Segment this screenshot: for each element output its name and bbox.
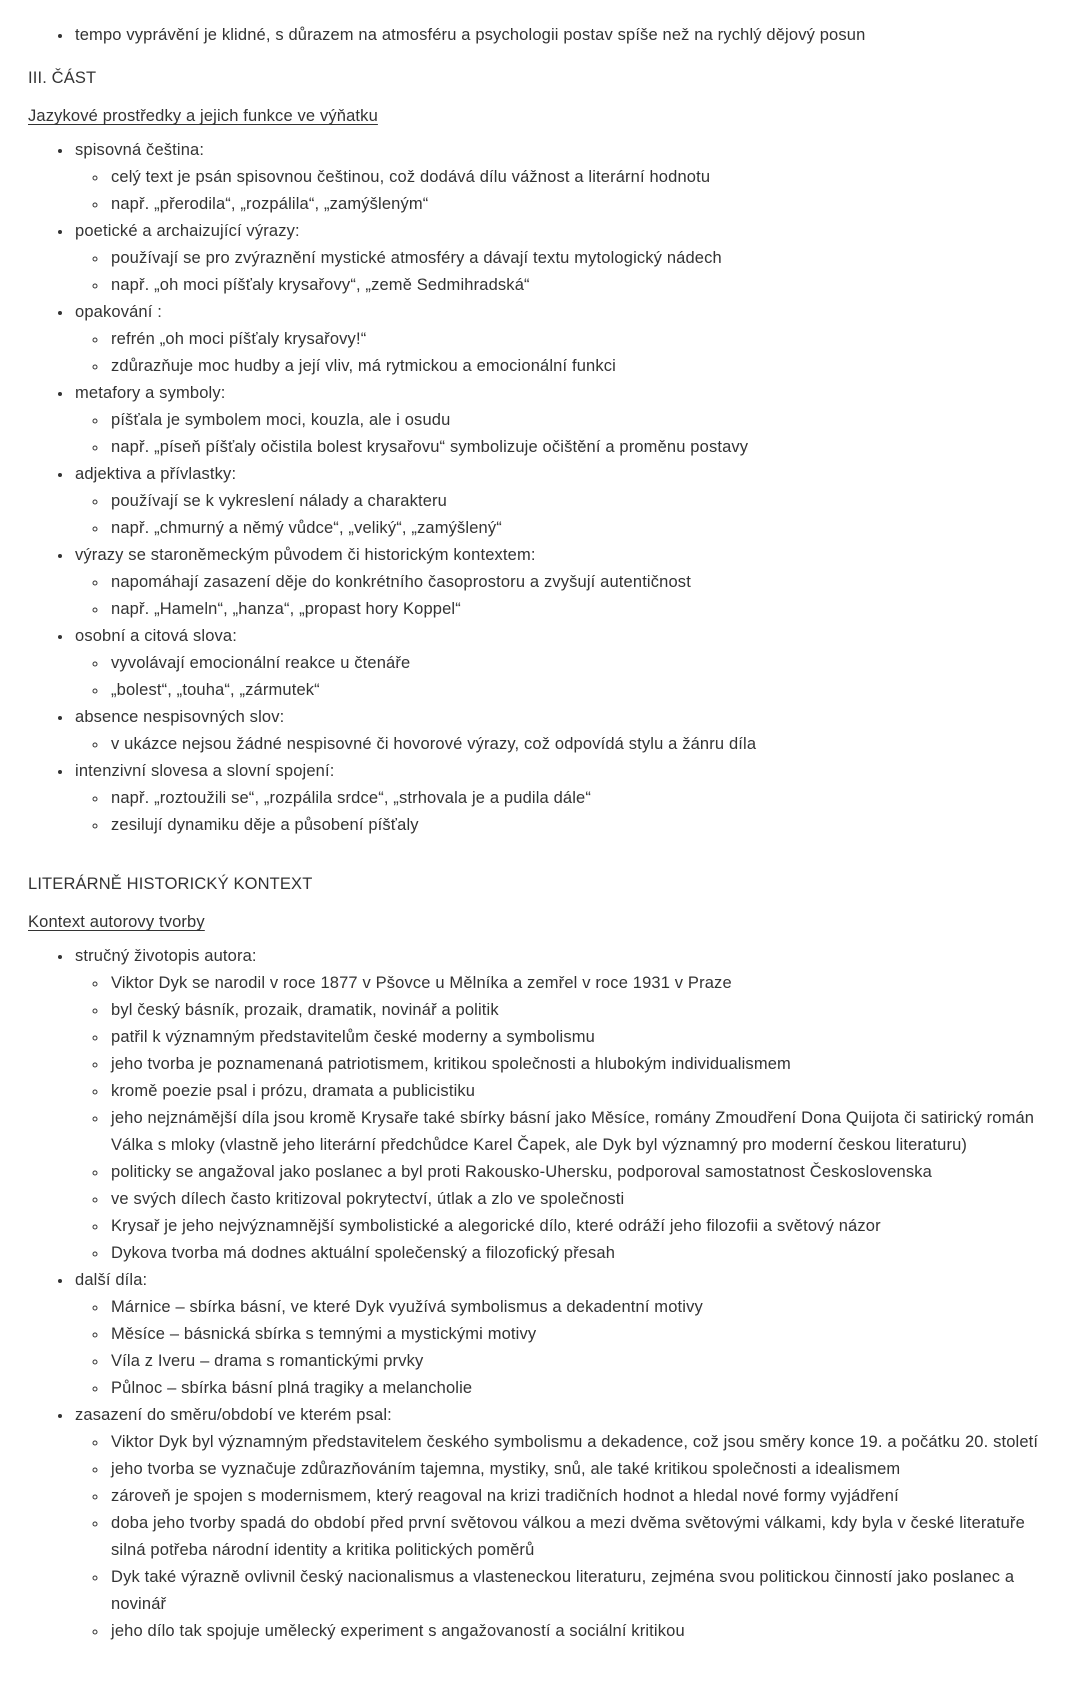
list-item-text: intenzivní slovesa a slovní spojení:	[75, 762, 335, 780]
sub-list-item	[108, 1024, 1054, 1051]
sub-list-item-text: např. „přerodila“, „rozpálila“, „zamýšleným“	[111, 195, 429, 213]
list-item-text: osobní a citová slova:	[75, 627, 237, 645]
sub-list-item-text: Víla z Iveru – drama s romantickými prvky	[111, 1352, 424, 1370]
sub-list-item	[108, 191, 1054, 218]
sub-list-item	[108, 1078, 1054, 1105]
sub-bullet-list	[75, 1429, 1054, 1645]
sub-list-item-text: ve svých dílech často kritizoval pokrytectví, útlak a zlo ve společnosti	[111, 1190, 625, 1208]
sub-list-item-text: v ukázce nejsou žádné nespisovné či hovorové výrazy, což odpovídá stylu a žánru díla	[111, 735, 757, 753]
sub-list-item-text: např. „Hameln“, „hanza“, „propast hory Koppel“	[111, 600, 461, 618]
sub-list-item	[108, 407, 1054, 434]
sub-list-item	[108, 1456, 1054, 1483]
section-subheading: Kontext autorovy tvorby	[28, 913, 205, 931]
sub-list-item-text: např. „roztoužili se“, „rozpálila srdce“, „strhovala je a pudila dále“	[111, 789, 592, 807]
sub-list-item-text: Krysař je jeho nejvýznamnější symbolistické a alegorické dílo, které odráží jeho filozofii a světový názor	[111, 1217, 881, 1235]
sub-bullet-list	[75, 326, 1054, 380]
bullet-list	[28, 137, 1054, 839]
sub-list-item-text: Měsíce – básnická sbírka s temnými a mystickými motivy	[111, 1325, 537, 1343]
sub-list-item	[108, 785, 1054, 812]
sub-bullet-list	[75, 407, 1054, 461]
sub-list-item-text: patřil k významným představitelům české moderny a symbolismu	[111, 1028, 595, 1046]
sub-list-item	[108, 1051, 1054, 1078]
sub-list-item-text: Viktor Dyk se narodil v roce 1877 v Pšovce u Mělníka a zemřel v roce 1931 v Praze	[111, 974, 732, 992]
sub-list-item-text: refrén „oh moci píšťaly krysařovy!“	[111, 330, 367, 348]
sub-list-item	[108, 353, 1054, 380]
sub-bullet-list	[75, 650, 1054, 704]
sub-list-item	[108, 731, 1054, 758]
list-item	[73, 758, 1054, 839]
sub-list-item	[108, 245, 1054, 272]
list-item-text: zasazení do směru/období ve kterém psal:	[75, 1406, 392, 1424]
list-item-text: další díla:	[75, 1271, 148, 1289]
list-item	[73, 218, 1054, 299]
list-item-text: stručný životopis autora:	[75, 947, 257, 965]
sub-list-item-text: Márnice – sbírka básní, ve které Dyk využívá symbolismus a dekadentní motivy	[111, 1298, 703, 1316]
sub-list-item-text: používají se k vykreslení nálady a charakteru	[111, 492, 448, 510]
sub-list-item-text: používají se pro zvýraznění mystické atmosféry a dávají textu mytologický nádech	[111, 249, 722, 267]
sub-list-item-text: jeho tvorba se vyznačuje zdůrazňováním tajemna, mystiky, snů, ale také kritikou společnosti a idealismem	[111, 1460, 901, 1478]
sub-bullet-list	[75, 488, 1054, 542]
sub-bullet-list	[75, 569, 1054, 623]
sub-list-item-text: jeho dílo tak spojuje umělecký experiment s angažovaností a sociální kritikou	[111, 1622, 685, 1640]
sub-list-item	[108, 650, 1054, 677]
sub-bullet-list	[75, 164, 1054, 218]
sub-list-item	[108, 1159, 1054, 1186]
sub-list-item-text: Viktor Dyk byl významným představitelem českého symbolismu a dekadence, což jsou směry konce 19. a počátku 20. století	[111, 1433, 1039, 1451]
sub-list-item-text: např. „oh moci píšťaly krysařovy“, „země Sedmihradská“	[111, 276, 530, 294]
section-heading: III. ČÁST	[28, 69, 97, 87]
sub-list-item-text: jeho tvorba je poznamenaná patriotismem, kritikou společnosti a hlubokým individualismem	[111, 1055, 791, 1073]
sub-list-item	[108, 1618, 1054, 1645]
sub-bullet-list	[75, 1294, 1054, 1402]
list-item	[73, 137, 1054, 218]
sub-list-item	[108, 812, 1054, 839]
sub-list-item	[108, 1294, 1054, 1321]
sub-list-item-text: celý text je psán spisovnou češtinou, což dodává dílu vážnost a literární hodnotu	[111, 168, 711, 186]
bullet-list	[28, 22, 1054, 49]
list-item	[73, 943, 1054, 1267]
list-item-text: výrazy se staroněmeckým původem či historickým kontextem:	[75, 546, 536, 564]
sub-list-item	[108, 1564, 1054, 1618]
sub-list-item-text: např. „píseň píšťaly očistila bolest krysařovu“ symbolizuje očištění a proměnu postavy	[111, 438, 749, 456]
list-item	[73, 22, 1054, 49]
sub-list-item-text: zesilují dynamiku děje a působení píšťaly	[111, 816, 419, 834]
sub-list-item	[108, 1510, 1054, 1564]
sub-list-item-text: jeho nejznámější díla jsou kromě Krysaře také sbírky básní jako Měsíce, romány Zmoudření Dona Quijota či satirický román Válka s mloky (vlastně jeho literární předchůdce Karel Čapek, ale Dyk byl významný pro moderní českou literaturu)	[111, 1109, 1035, 1154]
list-item-text: adjektiva a přívlastky:	[75, 465, 237, 483]
sub-list-item	[108, 1321, 1054, 1348]
sub-list-item-text: zdůrazňuje moc hudby a její vliv, má rytmickou a emocionální funkci	[111, 357, 616, 375]
sub-list-item	[108, 434, 1054, 461]
sub-list-item-text: napomáhají zasazení děje do konkrétního časoprostoru a zvyšují autentičnost	[111, 573, 691, 591]
sub-bullet-list	[75, 731, 1054, 758]
sub-list-item-text: zároveň je spojen s modernismem, který reagoval na krizi tradičních hodnot a hledal nové formy vyjádření	[111, 1487, 899, 1505]
list-item	[73, 380, 1054, 461]
sub-list-item-text: doba jeho tvorby spadá do období před první světovou válkou a mezi dvěma světovými válkami, kdy byla v české literatuře silná potřeba národní identity a kritika politických poměrů	[111, 1514, 1025, 1559]
bullet-list	[28, 943, 1054, 1645]
list-item	[73, 1267, 1054, 1402]
sub-list-item	[108, 488, 1054, 515]
sub-list-item	[108, 596, 1054, 623]
sub-list-item-text: např. „chmurný a němý vůdce“, „veliký“, „zamýšlený“	[111, 519, 502, 537]
sub-list-item	[108, 1483, 1054, 1510]
sub-list-item-text: politicky se angažoval jako poslanec a byl proti Rakousko-Uhersku, podporoval samostatnost Československa	[111, 1163, 933, 1181]
sub-bullet-list	[75, 970, 1054, 1267]
list-item	[73, 704, 1054, 758]
sub-list-item-text: píšťala je symbolem moci, kouzla, ale i osudu	[111, 411, 451, 429]
list-item	[73, 1402, 1054, 1645]
list-item-text: opakování :	[75, 303, 162, 321]
list-item-text: tempo vyprávění je klidné, s důrazem na atmosféru a psychologii postav spíše než na rychlý dějový posun	[75, 26, 866, 44]
sub-list-item	[108, 1105, 1054, 1159]
list-item-text: absence nespisovných slov:	[75, 708, 285, 726]
list-item	[73, 299, 1054, 380]
list-item-text: metafory a symboly:	[75, 384, 226, 402]
sub-list-item-text: byl český básník, prozaik, dramatik, novinář a politik	[111, 1001, 499, 1019]
sub-list-item	[108, 569, 1054, 596]
sub-list-item	[108, 164, 1054, 191]
sub-list-item	[108, 997, 1054, 1024]
list-item	[73, 623, 1054, 704]
sub-bullet-list	[75, 245, 1054, 299]
section-heading: LITERÁRNĚ HISTORICKÝ KONTEXT	[28, 875, 313, 893]
sub-list-item	[108, 970, 1054, 997]
sub-list-item	[108, 1186, 1054, 1213]
sub-list-item-text: Dykova tvorba má dodnes aktuální společenský a filozofický přesah	[111, 1244, 616, 1262]
sub-list-item	[108, 515, 1054, 542]
sub-list-item	[108, 677, 1054, 704]
sub-bullet-list	[75, 785, 1054, 839]
sub-list-item-text: „bolest“, „touha“, „zármutek“	[111, 681, 320, 699]
sub-list-item	[108, 1375, 1054, 1402]
list-item-text: spisovná čeština:	[75, 141, 205, 159]
section-subheading: Jazykové prostředky a jejich funkce ve výňatku	[28, 107, 378, 125]
list-item-text: poetické a archaizující výrazy:	[75, 222, 300, 240]
sub-list-item	[108, 1429, 1054, 1456]
sub-list-item-text: kromě poezie psal i prózu, dramata a publicistiku	[111, 1082, 476, 1100]
sub-list-item-text: Půlnoc – sbírka básní plná tragiky a melancholie	[111, 1379, 473, 1397]
sub-list-item	[108, 1348, 1054, 1375]
list-item	[73, 542, 1054, 623]
list-item	[73, 461, 1054, 542]
sub-list-item	[108, 1213, 1054, 1240]
sub-list-item	[108, 326, 1054, 353]
sub-list-item-text: vyvolávají emocionální reakce u čtenáře	[111, 654, 411, 672]
sub-list-item	[108, 1240, 1054, 1267]
sub-list-item-text: Dyk také výrazně ovlivnil český nacionalismus a vlasteneckou literaturu, zejména svou politickou činností jako poslanec a novinář	[111, 1568, 1015, 1613]
sub-list-item	[108, 272, 1054, 299]
